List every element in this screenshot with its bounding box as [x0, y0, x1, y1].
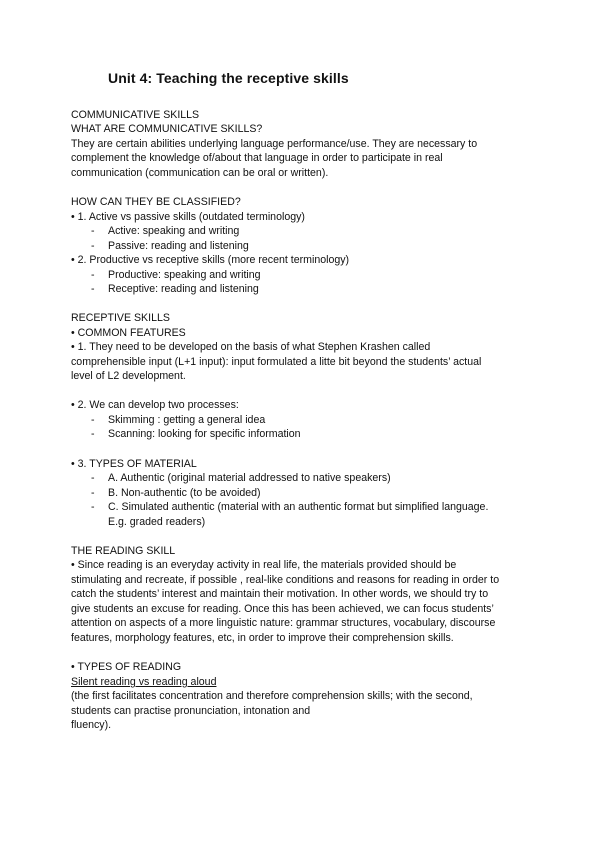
paragraph-line: (the first facilitates concentration and therefore comprehension skills; with the second,: [71, 690, 473, 702]
paragraph-line: students can practise pronunciation, intonation and: [71, 705, 311, 717]
paragraph-line: • Since reading is an everyday activity in real life, the materials provided should be: [71, 559, 457, 571]
paragraph-line: attention on aspects of a more linguistic nature: grammar structures, vocabulary, discourse: [71, 617, 496, 629]
dash-marker: -: [91, 428, 95, 440]
paragraph-line: • 1. They need to be developed on the basis of what Stephen Krashen called: [71, 341, 431, 353]
dash-marker: -: [91, 501, 95, 513]
section-subheading: WHAT ARE COMMUNICATIVE SKILLS?: [71, 123, 263, 135]
paragraph-line: level of L2 development.: [71, 370, 186, 382]
paragraph-line: communication (communication can be oral or written).: [71, 167, 329, 179]
bullet-item: • 3. TYPES OF MATERIAL: [71, 458, 197, 470]
dash-marker: -: [91, 269, 95, 281]
sub-item: A. Authentic (original material addressed to native speakers): [108, 472, 391, 484]
underlined-subheading: Silent reading vs reading aloud: [71, 676, 217, 688]
paragraph-line: complement the knowledge of/about that language in order to participate in real: [71, 152, 443, 164]
section-heading: COMMUNICATIVE SKILLS: [71, 109, 200, 121]
sub-item-continuation: E.g. graded readers): [108, 516, 206, 528]
sub-item: Passive: reading and listening: [108, 240, 249, 252]
bullet-item: • TYPES OF READING: [71, 661, 182, 673]
section-heading: HOW CAN THEY BE CLASSIFIED?: [71, 196, 241, 208]
bullet-item: • COMMON FEATURES: [71, 327, 186, 339]
bullet-item: • 2. Productive vs receptive skills (more recent terminology): [71, 254, 350, 266]
sub-item: B. Non-authentic (to be avoided): [108, 487, 261, 499]
paragraph-line: They are certain abilities underlying language performance/use. They are necessary to: [71, 138, 478, 150]
dash-marker: -: [91, 283, 95, 295]
sub-item: C. Simulated authentic (material with an authentic format but simplified language.: [108, 501, 489, 513]
paragraph-line: fluency).: [71, 719, 112, 731]
paragraph-line: stimulating and recreate, if possible , real-like conditions and reasons for reading in order to: [71, 574, 500, 586]
sub-item: Skimming : getting a general idea: [108, 414, 266, 426]
dash-marker: -: [91, 240, 95, 252]
bullet-item: • 1. Active vs passive skills (outdated terminology): [71, 211, 305, 223]
paragraph-line: give students an excuse for reading. Once this has been achieved, we can focus students’: [71, 603, 494, 615]
sub-item: Receptive: reading and listening: [108, 283, 259, 295]
page-title: Unit 4: Teaching the receptive skills: [108, 70, 349, 86]
section-heading: THE READING SKILL: [71, 545, 176, 557]
dash-marker: -: [91, 414, 95, 426]
sub-item: Scanning: looking for specific information: [108, 428, 301, 440]
paragraph-line: features, morphology features, etc, in order to improve their comprehension skills.: [71, 632, 454, 644]
paragraph-line: comprehensible input (L+1 input): input formulated a litte bit beyond the students’ actual: [71, 356, 482, 368]
section-heading: RECEPTIVE SKILLS: [71, 312, 170, 324]
paragraph-line: catch the students’ interest and maintain their motivation. In other words, we should try to: [71, 588, 489, 600]
dash-marker: -: [91, 225, 95, 237]
dash-marker: -: [91, 487, 95, 499]
sub-item: Productive: speaking and writing: [108, 269, 261, 281]
sub-item: Active: speaking and writing: [108, 225, 240, 237]
bullet-item: • 2. We can develop two processes:: [71, 399, 239, 411]
dash-marker: -: [91, 472, 95, 484]
